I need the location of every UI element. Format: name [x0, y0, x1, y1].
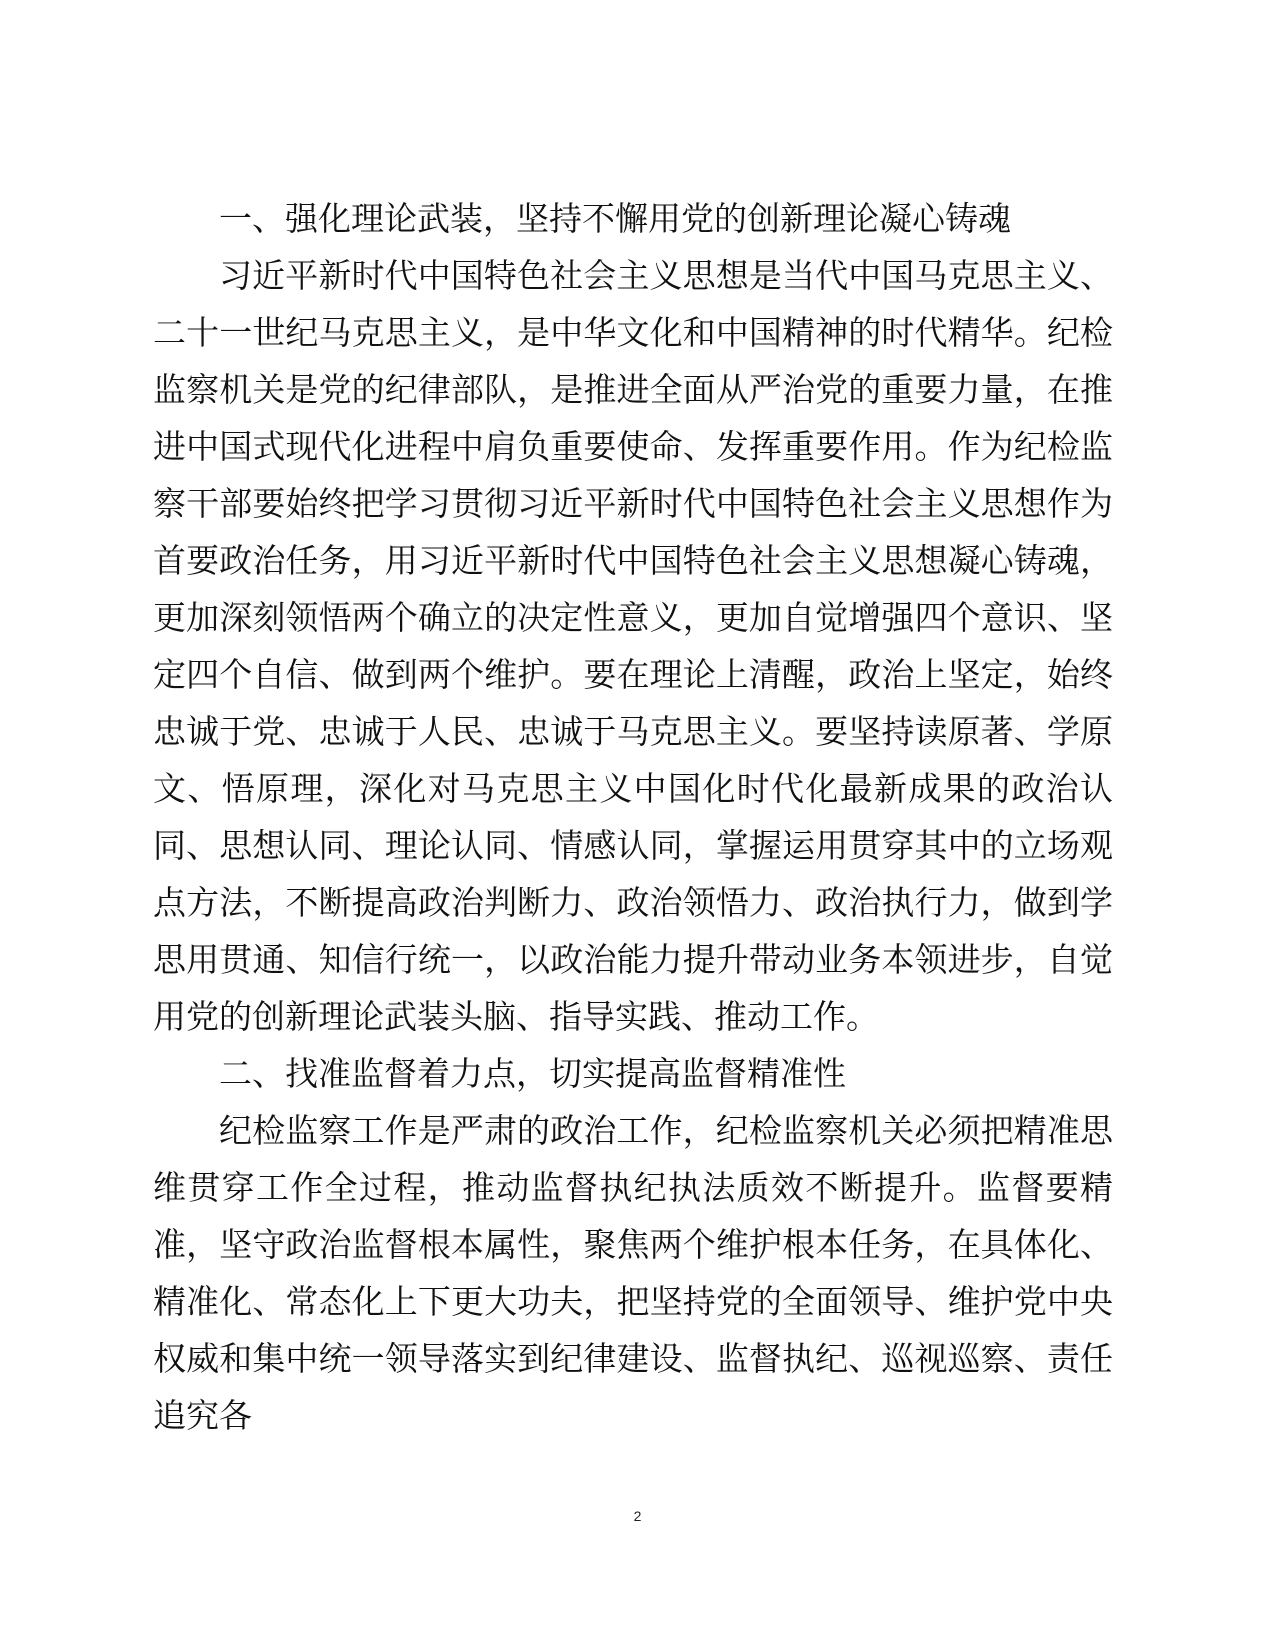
page-number: 2	[633, 1508, 642, 1524]
document-body	[153, 190, 1113, 1444]
body-paragraph-1: 习近平新时代中国特色社会主义思想是当代中国马克思主义、二十一世纪马克思主义，是中华文化和中国精神的时代精华。纪检监察机关是党的纪律部队，是推进全面从严治党的重要力量，在推进中国式现代化进程中肩负重要使命、发挥重要作用。作为纪检监察干部要始终把学习贯彻习近平新时代中国特色社会主义思想作为首要政治任务，用习近平新时代中国特色社会主义思想凝心铸魂，更加深刻领悟两个确立的决定性意义，更加自觉增强四个意识、坚定四个自信、做到两个维护。要在理论上清醒，政治上坚定，始终忠诚于党、忠诚于人民、忠诚于马克思主义。要坚持读原著、学原文、悟原理，深化对马克思主义中国化时代化最新成果的政治认同、思想认同、理论认同、情感认同，掌握运用贯穿其中的立场观点方法，不断提高政治判断力、政治领悟力、政治执行力，做到学思用贯通、知信行统一，以政治能力提升带动业务本领进步，自觉用党的创新理论武装头脑、指导实践、推动工作。	[153, 256, 1113, 1036]
section-heading-2: 二、找准监督着力点，切实提高监督精准性	[219, 1054, 846, 1093]
body-paragraph-2: 纪检监察工作是严肃的政治工作，纪检监察机关必须把精准思维贯穿工作全过程，推动监督执纪执法质效不断提升。监督要精准，坚守政治监督根本属性，聚焦两个维护根本任务，在具体化、精准化、常态化上下更大功夫，把坚持党的全面领导、维护党中央权威和集中统一领导落实到纪律建设、监督执纪、巡视巡察、责任追究各	[153, 1111, 1113, 1435]
section-heading-1: 一、强化理论武装，坚持不懈用党的创新理论凝心铸魂	[219, 199, 1011, 238]
